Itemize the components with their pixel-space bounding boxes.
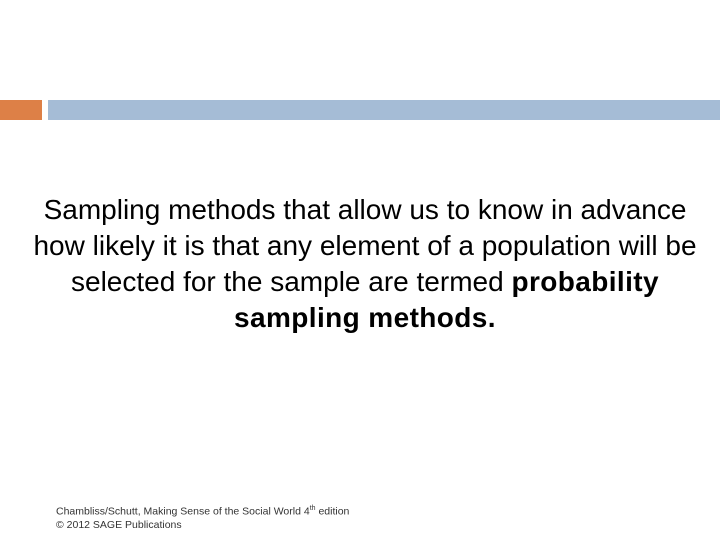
accent-bar <box>0 100 42 120</box>
title-bar <box>48 100 720 120</box>
footer-citation-superscript: th <box>309 505 316 512</box>
footer-citation-text: Chambliss/Schutt, Making Sense of the Social World 4 <box>56 505 310 518</box>
footer-citation-suffix: edition <box>315 505 350 518</box>
body-text-emphasis: probability sampling methods. <box>234 266 659 333</box>
footer-copyright: © 2012 SAGE Publications <box>56 518 182 531</box>
slide-footer <box>56 502 349 532</box>
body-text-plain: Sampling methods that allow us to know in advance how likely it is that any element of a population will be selected for the sample are termed <box>33 194 697 297</box>
footer-citation <box>56 502 349 519</box>
slide-body-text <box>30 192 700 336</box>
